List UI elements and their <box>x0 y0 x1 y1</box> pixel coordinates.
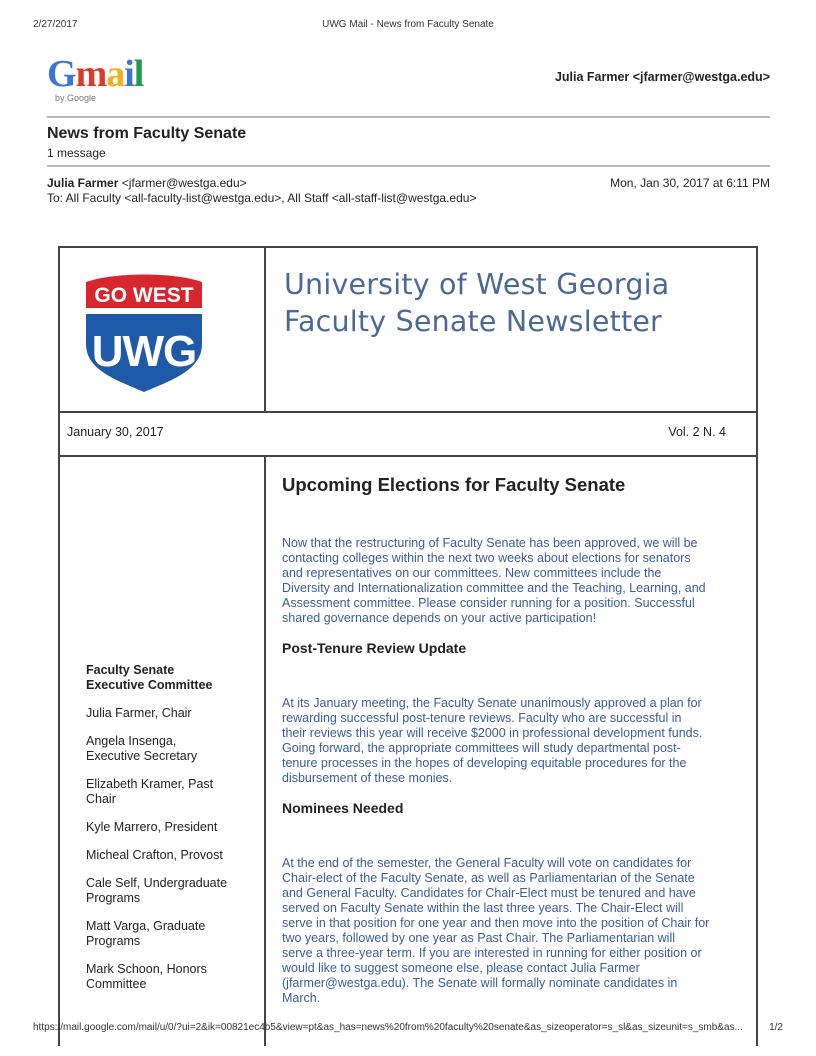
member-line: Programs <box>86 891 141 905</box>
member-line: Committee <box>86 977 147 991</box>
committee-member <box>86 820 256 835</box>
executive-committee <box>86 663 256 1005</box>
executive-committee-heading <box>86 663 256 693</box>
article-line: shared governance depends on your active participation! <box>282 611 597 625</box>
article-line: would like to suggest someone else, please contact Julia Farmer <box>282 961 640 975</box>
article-title: Post-Tenure Review Update <box>282 640 467 656</box>
newsletter <box>58 246 758 1046</box>
print-url[interactable]: https://mail.google.com/mail/u/0/?ui=2&ik=00821ec4b5&view=pt&as_has=news%20from%20faculty%20senate&as_sizeoperator=s_sl&as_sizeunit=s_smb&as... <box>33 1022 743 1033</box>
member-line: Cale Self, Undergraduate <box>86 876 228 890</box>
header-divider <box>47 116 770 118</box>
article-line: Going forward, the appropriate committees will study departmental post- <box>282 741 681 755</box>
committee-member <box>86 919 256 949</box>
thread-subject: News from Faculty Senate <box>47 125 247 142</box>
gmail-byline: by Google <box>55 93 97 103</box>
newsletter-title-line: Faculty Senate Newsletter <box>284 305 662 338</box>
gmail-logo[interactable] <box>47 50 187 106</box>
member-line: Programs <box>86 934 141 948</box>
message-from <box>47 176 247 190</box>
article-line: At its January meeting, the Faculty Senate unanimously approved a plan for <box>282 696 702 710</box>
newsletter-divider <box>264 248 266 412</box>
newsletter-divider <box>60 455 756 457</box>
committee-member <box>86 962 256 992</box>
shield-bottom-text: UWG <box>91 327 197 376</box>
committee-member <box>86 777 256 807</box>
subject-divider <box>47 165 770 167</box>
articles <box>282 468 742 1006</box>
account-identity: Julia Farmer <jfarmer@westga.edu> <box>554 70 770 84</box>
article-body <box>282 536 742 626</box>
article-line: rewarding successful post-tenure reviews. Faculty who are successful in <box>282 711 682 725</box>
article-post-tenure <box>282 640 742 786</box>
message-date: Mon, Jan 30, 2017 at 6:11 PM <box>610 176 770 190</box>
print-title: UWG Mail - News from Faculty Senate <box>322 19 494 30</box>
sender-name: Julia Farmer <box>47 176 119 190</box>
article-line: Diversity and Internationalization committee and the Teaching, Learning, and <box>282 581 706 595</box>
message-recipients: To: All Faculty <all-faculty-list@westga.edu>, All Staff <all-staff-list@westga.edu> <box>47 191 477 205</box>
article-elections <box>282 468 742 626</box>
member-line: Micheal Crafton, Provost <box>86 848 223 862</box>
committee-member <box>86 734 256 764</box>
member-line: Executive Secretary <box>86 749 198 763</box>
article-line: serve in that position for one year and then move into the position of Chair for <box>282 916 710 930</box>
article-body <box>282 856 742 1006</box>
article-line: contacting colleges within the next two weeks about elections for senators <box>282 551 691 565</box>
article-line: served on Faculty Senate within the last three years. The Chair-Elect will <box>282 901 684 915</box>
article-title: Nominees Needed <box>282 800 404 816</box>
print-header <box>33 19 783 33</box>
uwg-shield-logo <box>84 266 204 394</box>
article-line: and General Faculty. Candidates for Chair-Elect must be tenured and have <box>282 886 696 900</box>
article-line: two years, followed by one year as Past Chair. The Parliamentarian will <box>282 931 676 945</box>
member-line: Elizabeth Kramer, Past <box>86 777 214 791</box>
issue-date: January 30, 2017 <box>67 425 164 439</box>
heading-line: Faculty Senate <box>86 663 175 677</box>
shield-stripe <box>86 308 202 314</box>
article-line: disbursement of these monies. <box>282 771 453 785</box>
article-line: their reviews this year will receive $2000 in professional development funds. <box>282 726 703 740</box>
article-line: Now that the restructuring of Faculty Senate has been approved, we will be <box>282 536 698 550</box>
member-line: Mark Schoon, Honors <box>86 962 207 976</box>
article-line: tenure processes in the hopes of developing equitable procedures for the <box>282 756 687 770</box>
member-line: Kyle Marrero, President <box>86 820 218 834</box>
newsletter-title <box>284 266 669 340</box>
article-line: At the end of the semester, the General Faculty will vote on candidates for <box>282 856 692 870</box>
article-line: Assessment committee. Please consider running for a position. Successful <box>282 596 695 610</box>
member-line: Julia Farmer, Chair <box>86 706 192 720</box>
article-line: March. <box>282 991 321 1005</box>
member-line: Matt Varga, Graduate <box>86 919 206 933</box>
committee-member <box>86 876 256 906</box>
article-body <box>282 696 742 786</box>
member-line: Angela Insenga, <box>86 734 177 748</box>
newsletter-divider <box>60 411 756 413</box>
newsletter-divider <box>264 456 266 1046</box>
print-footer <box>33 1022 783 1036</box>
article-line: serve a three-year term. If you are interested in running for either position or <box>282 946 702 960</box>
member-line: Chair <box>86 792 116 806</box>
newsletter-title-line: University of West Georgia <box>284 268 670 301</box>
svg-text:Gmail: Gmail <box>47 53 144 95</box>
article-line: and representatives on our committees. New committees include the <box>282 566 662 580</box>
article-title: Upcoming Elections for Faculty Senate <box>282 474 626 495</box>
article-line: Chair-elect of the Faculty Senate, as well as Parliamentarian of the Senate <box>282 871 695 885</box>
article-nominees <box>282 800 742 1006</box>
committee-member <box>86 848 256 863</box>
committee-member <box>86 706 256 721</box>
heading-line: Executive Committee <box>86 678 213 692</box>
shield-top-text: GO WEST <box>94 284 194 307</box>
sender-email: <jfarmer@westga.edu> <box>121 176 247 190</box>
issue-volume: Vol. 2 N. 4 <box>668 425 726 439</box>
article-line: (jfarmer@westga.edu). The Senate will formally nominate candidates in <box>282 976 678 990</box>
page-number: 1/2 <box>769 1022 783 1033</box>
print-date: 2/27/2017 <box>33 19 78 30</box>
message-count: 1 message <box>47 146 106 160</box>
